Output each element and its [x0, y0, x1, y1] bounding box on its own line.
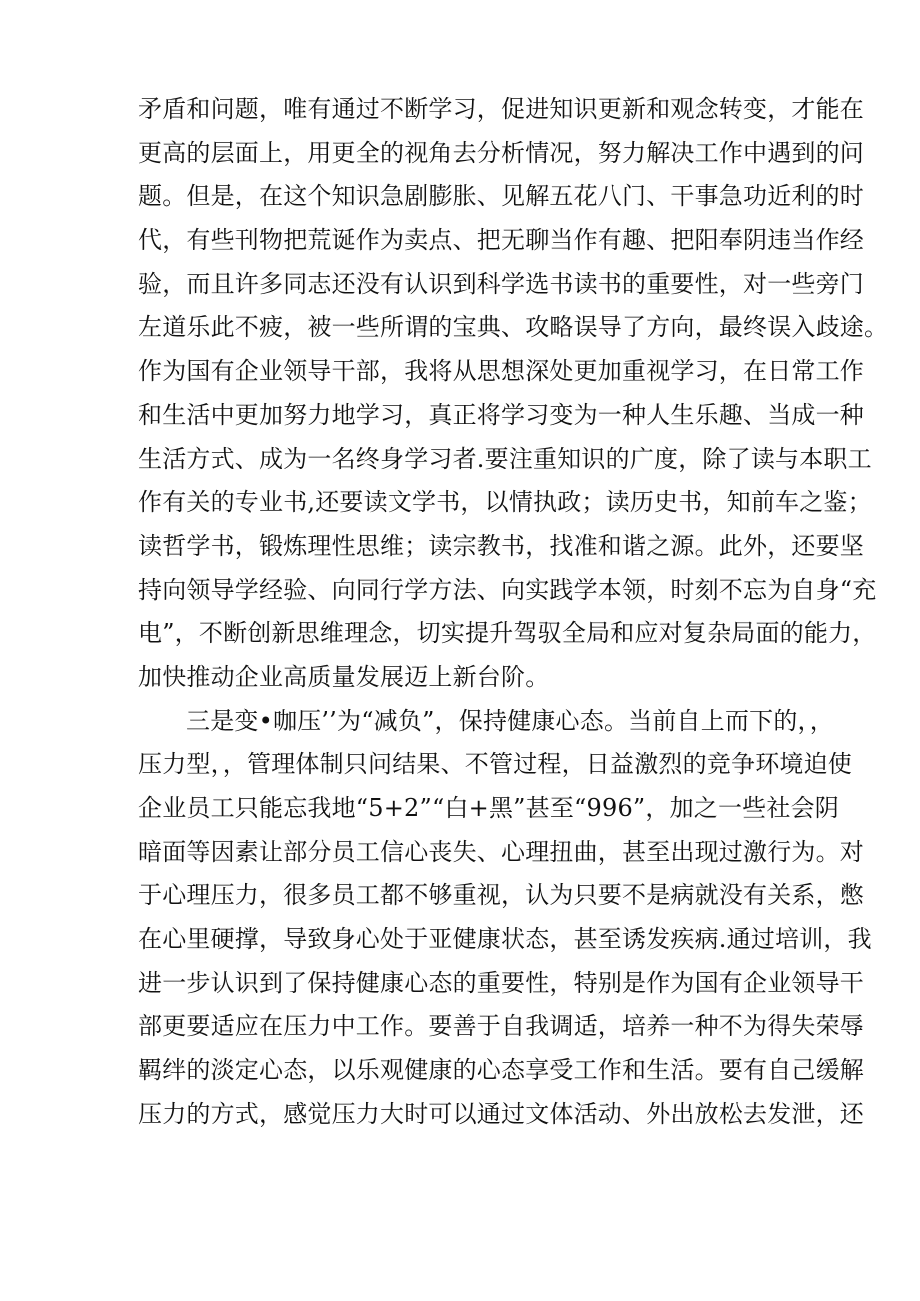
- text-line: 验，而且许多同志还没有认识到科学选书读书的重要性，对一些旁门: [138, 269, 864, 298]
- text-line: 电”，不断创新思维理念，切实提升驾驭全局和应对复杂局面的能力，: [138, 619, 877, 648]
- text-line: 于心理压力，很多员工都不够重视，认为只要不是病就没有关系，憋: [138, 881, 864, 910]
- text-line: 部更要适应在压力中工作。要善于自我调适，培养一种不为得失荣辱: [138, 1012, 864, 1041]
- text-line: 作有关的专业书,还要读文学书，以情执政；读历史书，知前车之鉴；: [138, 488, 872, 517]
- text-line: 在心里硬撑，导致身心处于亚健康状态，甚至诱发疾病.通过培训，我: [138, 925, 872, 954]
- text-line: 暗面等因素让部分员工信心丧失、心理扭曲，甚至出现过激行为。对: [138, 837, 864, 866]
- text-line: 压力型，，管理体制只问结果、不管过程，日益激烈的竞争环境迫使: [138, 750, 852, 779]
- text-line: 压力的方式，感觉压力大时可以通过文体活动、外出放松去发泄，还: [138, 1099, 864, 1128]
- text-line: 题。但是，在这个知识急剧膨胀、见解五花八门、干事急功近利的时: [138, 182, 864, 211]
- document-body-text: [138, 88, 889, 1137]
- text-line: 和生活中更加努力地学习，真正将学习变为一种人生乐趣、当成一种: [138, 400, 864, 429]
- text-line: 进一步认识到了保持健康心态的重要性，特别是作为国有企业领导干: [138, 968, 864, 997]
- text-line: 羁绊的淡定心态，以乐观健康的心态享受工作和生活。要有自己缓解: [138, 1056, 864, 1085]
- text-line: 作为国有企业领导干部，我将从思想深处更加重视学习，在日常工作: [138, 357, 864, 386]
- paragraph-start-line: 三是变•咖压’’为“减负”，保持健康心态。当前自上而下的，，: [186, 706, 834, 735]
- text-line: 企业员工只能忘我地“5+2”“白+黑”甚至“996”，加之一些社会阴: [138, 794, 839, 822]
- text-line: 代，有些刊物把荒诞作为卖点、把无聊当作有趣、把阳奉阴违当作经: [138, 226, 864, 255]
- text-line: 更高的层面上，用更全的视角去分析情况，努力解决工作中遇到的问: [138, 138, 864, 167]
- text-line: 左道乐此不疲，被一些所谓的宝典、攻略误导了方向，最终误入歧途。: [138, 313, 889, 342]
- text-line: 持向领导学经验、向同行学方法、向实践学本领，时刻不忘为自身“充: [138, 575, 877, 604]
- text-line: 加快推动企业高质量发展迈上新台阶。: [138, 662, 550, 691]
- text-line: 读哲学书，锻炼理性思维；读宗教书，找准和谐之源。此外，还要坚: [138, 531, 864, 560]
- text-line: 矛盾和问题，唯有通过不断学习，促进知识更新和观念转变，才能在: [138, 95, 864, 123]
- text-line: 生活方式、成为一名终身学习者.要注重知识的广度，除了读与本职工: [138, 444, 872, 473]
